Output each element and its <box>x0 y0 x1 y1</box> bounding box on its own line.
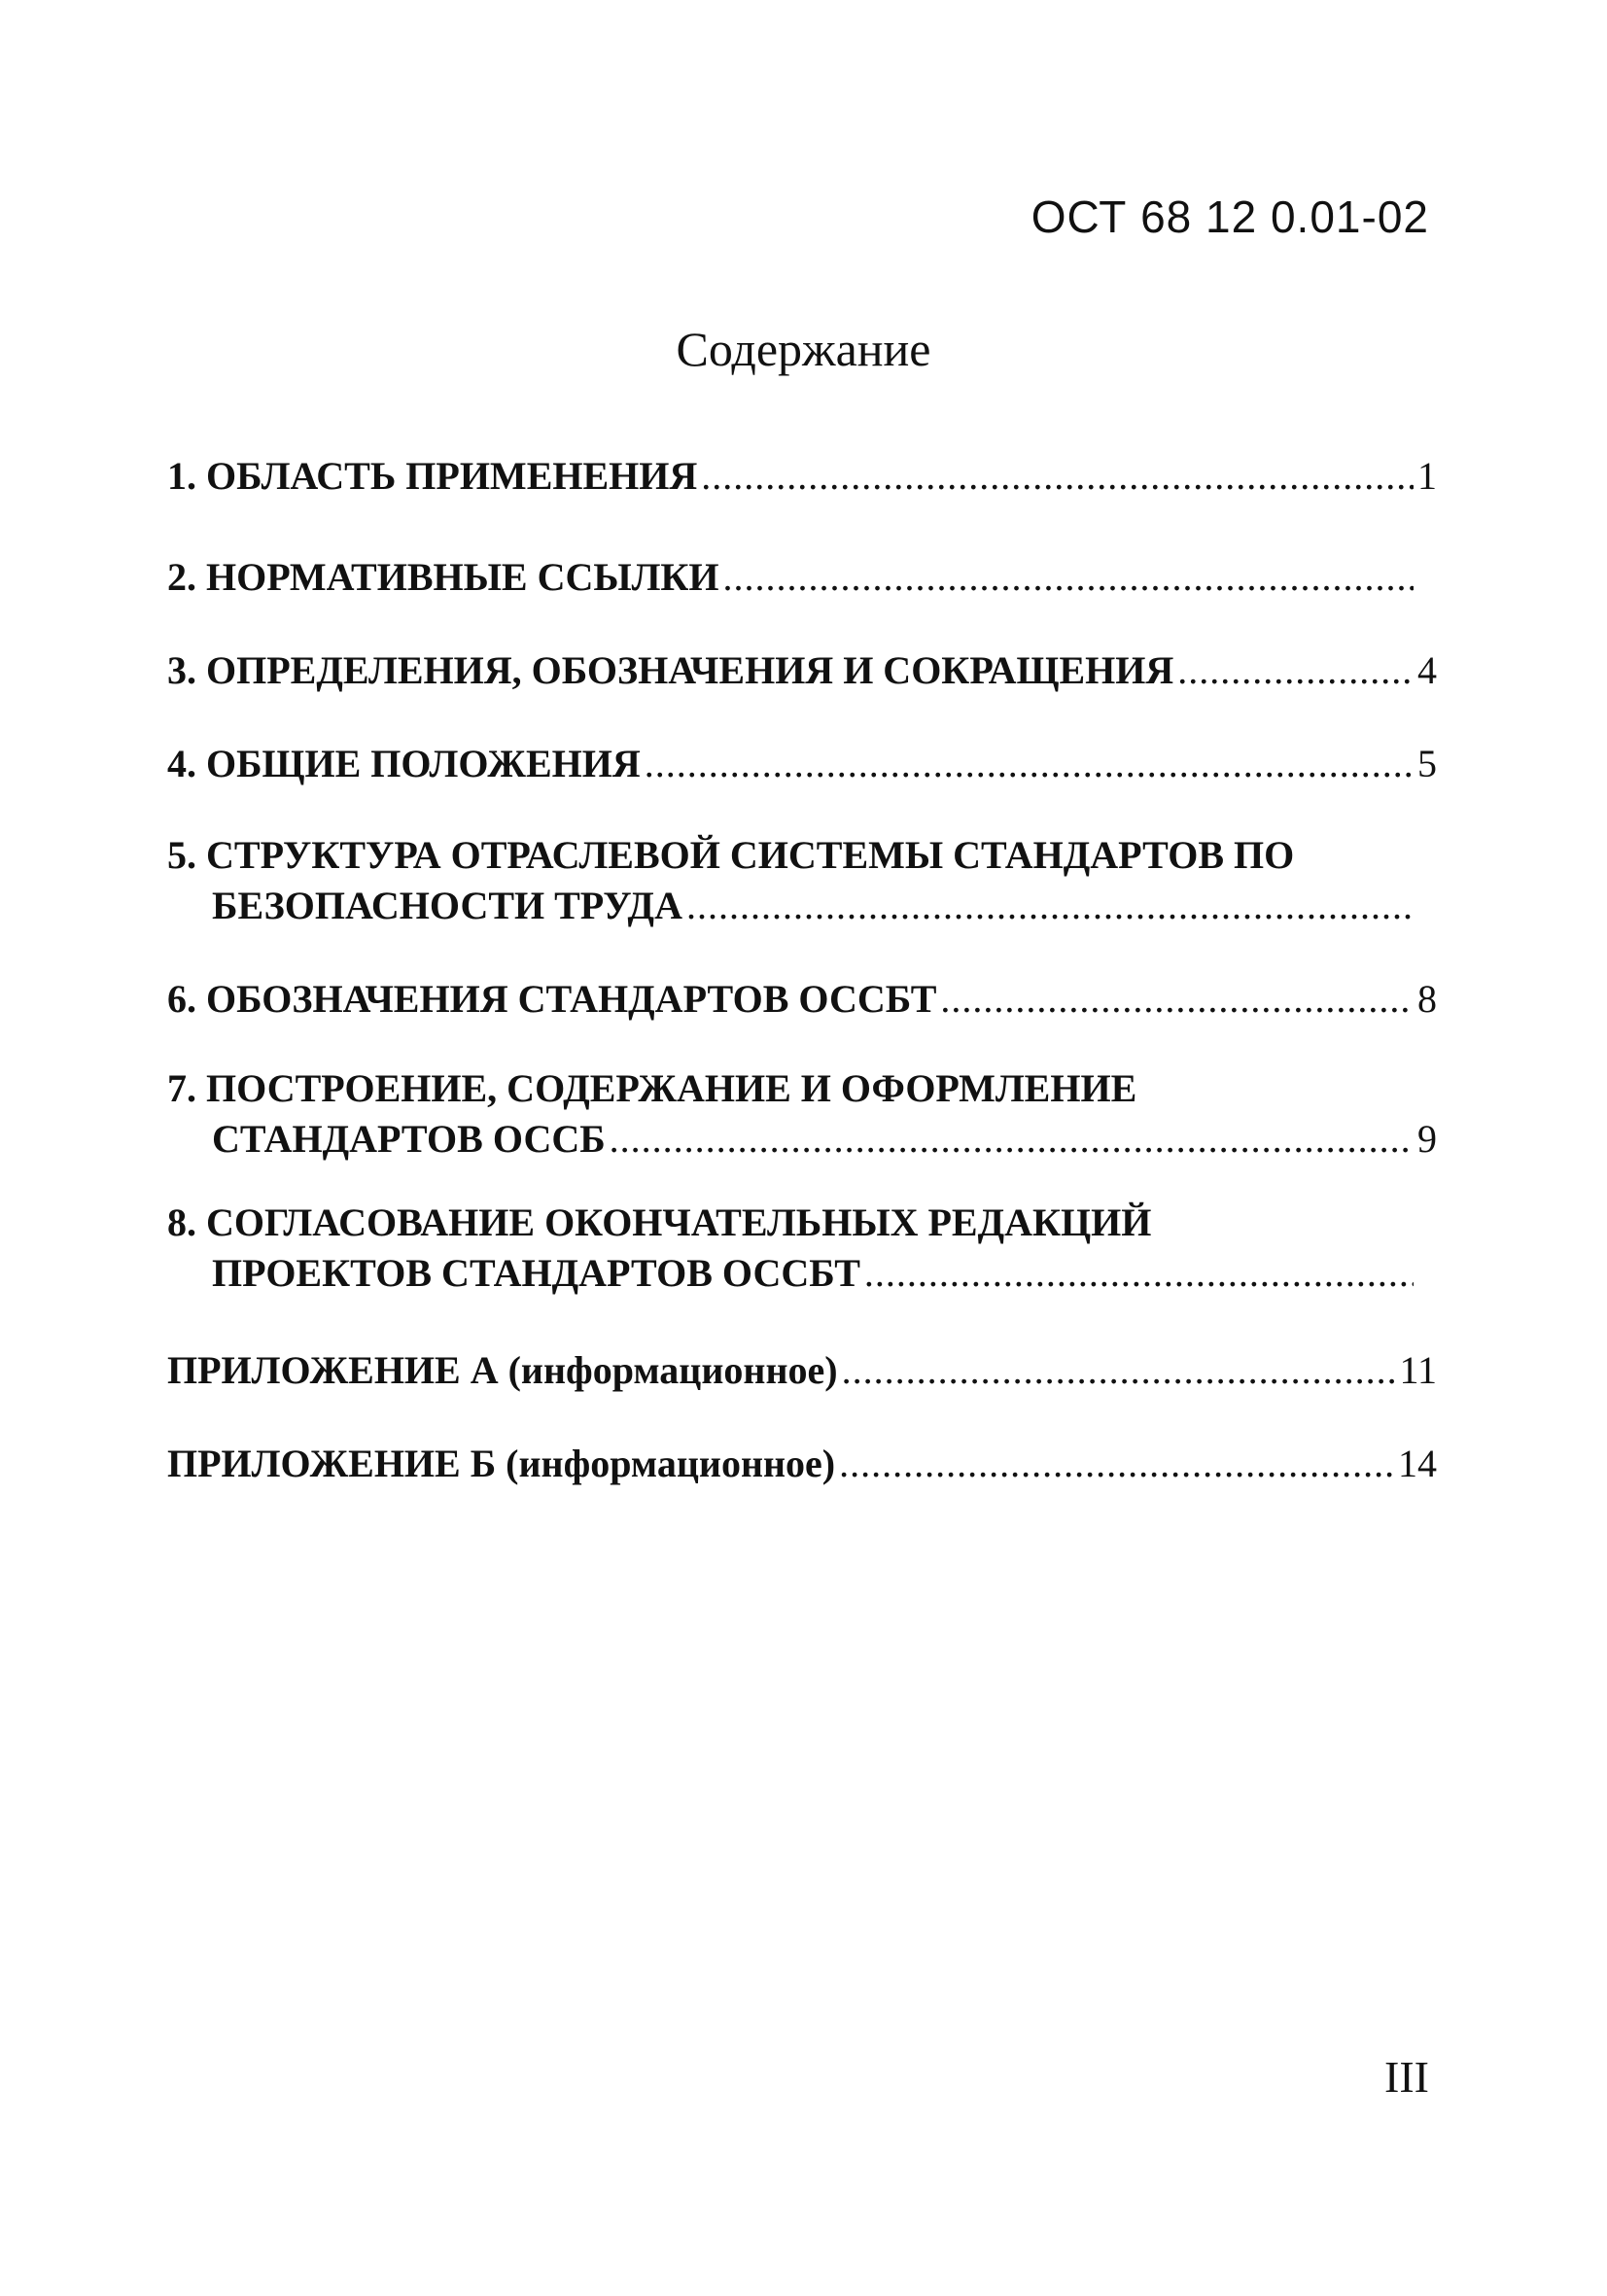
toc-entry-1 <box>167 451 1437 502</box>
toc-entry-line <box>167 1248 1437 1299</box>
toc-entry-title: 6. ОБОЗНАЧЕНИЯ СТАНДАРТОВ ОССБТ <box>167 977 937 1021</box>
toc-entry-title-first-line: 5. СТРУКТУРА ОТРАСЛЕВОЙ СИСТЕМЫ СТАНДАРТОВ ПО <box>167 833 1295 877</box>
toc-page-number: 11 <box>1399 1348 1437 1392</box>
toc-entry-title: ПРОЕКТОВ СТАНДАРТОВ ОССБТ <box>212 1251 860 1295</box>
dot-leader <box>839 1439 1394 1489</box>
toc-entry-5 <box>167 830 1437 931</box>
toc-entry-appendix-a <box>167 1345 1437 1396</box>
toc-entry-title: 2. НОРМАТИВНЫЕ ССЫЛКИ <box>167 555 719 599</box>
toc-entry-8 <box>167 1198 1437 1299</box>
toc-entry-4 <box>167 739 1437 789</box>
toc-entry-line <box>167 881 1437 931</box>
toc-entry-line <box>167 1439 1437 1489</box>
dot-leader <box>701 451 1414 502</box>
toc-entry-line <box>167 1345 1437 1396</box>
dot-leader <box>723 552 1414 603</box>
toc-entry-title-first-line: 8. СОГЛАСОВАНИЕ ОКОНЧАТЕЛЬНЫХ РЕДАКЦИЙ <box>167 1200 1152 1244</box>
toc-page-number: 1 <box>1417 454 1437 498</box>
toc-page-number: 9 <box>1417 1117 1437 1161</box>
dot-leader <box>940 974 1414 1025</box>
toc-entry-title: СТАНДАРТОВ ОССБ <box>212 1117 606 1161</box>
toc-entry-3 <box>167 645 1437 696</box>
toc-entry-title: ПРИЛОЖЕНИЕ Б (информационное) <box>167 1442 836 1485</box>
page-number: III <box>1384 2052 1429 2102</box>
toc-page-number: 5 <box>1417 742 1437 785</box>
toc-title: Содержание <box>676 322 931 376</box>
toc-entry-title-first-line: 7. ПОСТРОЕНИЕ, СОДЕРЖАНИЕ И ОФОРМЛЕНИЕ <box>167 1066 1137 1110</box>
toc-entry-line <box>167 552 1437 603</box>
toc-page-number: 4 <box>1417 648 1437 692</box>
toc-entry-title: 3. ОПРЕДЕЛЕНИЯ, ОБОЗНАЧЕНИЯ И СОКРАЩЕНИЯ <box>167 648 1174 692</box>
dot-leader <box>686 881 1414 931</box>
toc-page-number: 14 <box>1398 1442 1437 1485</box>
toc-entry-2 <box>167 552 1437 603</box>
toc-entry-7 <box>167 1063 1437 1165</box>
dot-leader <box>842 1345 1396 1396</box>
toc-entry-title: БЕЗОПАСНОСТИ ТРУДА <box>212 884 682 927</box>
toc-entry-line <box>167 451 1437 502</box>
dot-leader <box>1177 645 1414 696</box>
toc-entry-title: 1. ОБЛАСТЬ ПРИМЕНЕНИЯ <box>167 454 698 498</box>
dot-leader <box>610 1114 1414 1165</box>
toc-entry-line <box>167 974 1437 1025</box>
toc-entry-line <box>167 1114 1437 1165</box>
document-code: ОСТ 68 12 0.01-02 <box>1031 191 1429 242</box>
toc-entry-line <box>167 645 1437 696</box>
toc-entry-title: 4. ОБЩИЕ ПОЛОЖЕНИЯ <box>167 742 641 785</box>
toc-entry-line <box>167 739 1437 789</box>
toc-entry-appendix-b <box>167 1439 1437 1489</box>
toc-page-number: 8 <box>1417 977 1437 1021</box>
toc-entry-6 <box>167 974 1437 1025</box>
dot-leader <box>645 739 1414 789</box>
dot-leader <box>864 1248 1414 1299</box>
toc-entry-title: ПРИЛОЖЕНИЕ А (информационное) <box>167 1348 838 1392</box>
